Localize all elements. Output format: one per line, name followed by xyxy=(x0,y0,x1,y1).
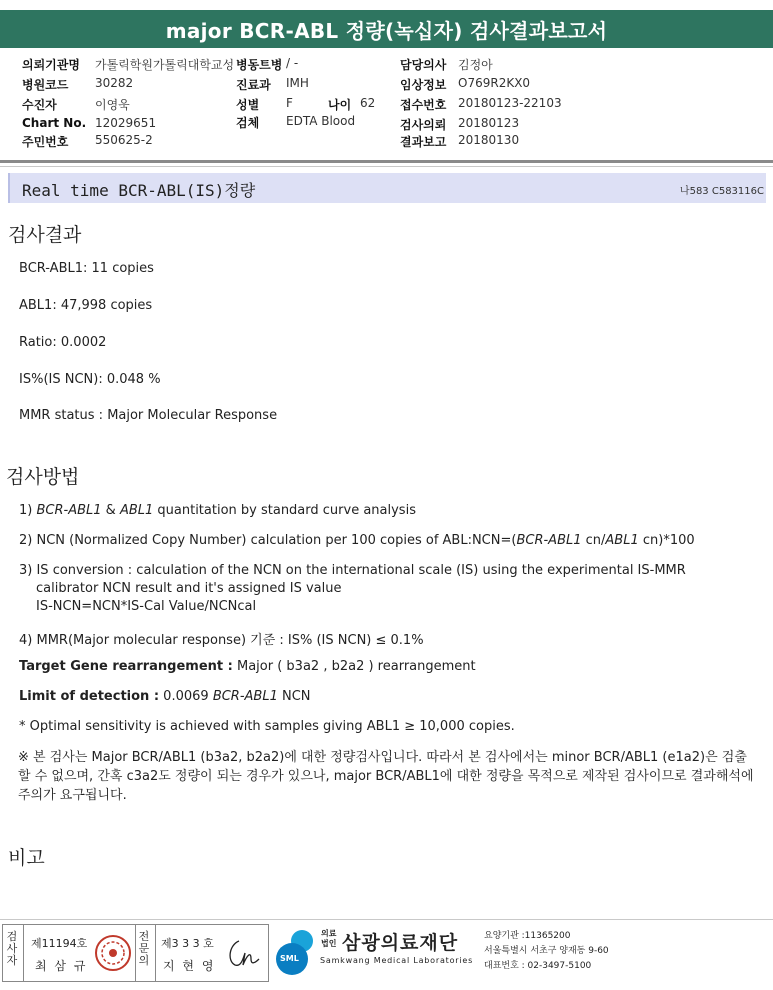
code-label: 병원코드 xyxy=(22,78,69,92)
header-divider xyxy=(0,160,773,163)
hospital-label: 의뢰기관명 xyxy=(22,58,80,72)
signature-icon xyxy=(225,935,263,971)
result-abl1: ABL1: 47,998 copies xyxy=(19,298,153,313)
org-phone: 대표번호 : 02-3497-5100 xyxy=(484,961,592,971)
result-is: IS%(IS NCN): 0.048 % xyxy=(19,372,161,387)
specialist-name: 지 현 영 xyxy=(163,959,216,973)
clinic-label: 임상정보 xyxy=(400,78,447,92)
limit-of-detection: Limit of detection : 0.0069 BCR-ABL1 NCN xyxy=(19,689,311,704)
signature-box xyxy=(2,924,269,982)
signature-divider xyxy=(155,925,156,981)
code-value: 30282 xyxy=(95,76,134,90)
ward-value: / - xyxy=(286,56,299,70)
chart-label: Chart No. xyxy=(22,116,87,130)
signature-divider xyxy=(23,925,24,981)
report-title: major BCR-ABL 정량(녹십자) 검사결과보고서 xyxy=(0,10,773,48)
method-3-line3: IS-NCN=NCN*IS-Cal Value/NCNcal xyxy=(36,599,257,614)
result-ratio: Ratio: 0.0002 xyxy=(19,335,107,350)
report-date-label: 결과보고 xyxy=(400,135,447,149)
sml-logo-icon xyxy=(272,925,320,977)
report-date-value: 20180130 xyxy=(458,133,520,147)
seal-icon xyxy=(93,933,133,973)
clinic-value: O769R2KX0 xyxy=(458,76,531,90)
signature-divider xyxy=(135,925,136,981)
sensitivity-note: * Optimal sensitivity is achieved with samples giving ABL1 ≥ 10,000 copies. xyxy=(19,719,515,734)
doctor-value: 김정아 xyxy=(458,58,493,72)
receipt-label: 접수번호 xyxy=(400,98,447,112)
chart-value: 12029651 xyxy=(95,116,157,130)
test-title: Real time BCR-ABL(IS)정량 xyxy=(22,181,256,200)
org-legal-line1: 의료 xyxy=(321,929,337,938)
org-legal-line2: 법인 xyxy=(321,939,337,948)
hospital-value: 가톨릭학원가톨릭대학교성 xyxy=(95,58,235,72)
results-heading: 검사결과 xyxy=(8,224,82,246)
tester-license: 제11194호 xyxy=(31,937,88,950)
org-name: 삼광의료재단 xyxy=(342,932,459,954)
method-heading: 검사방법 xyxy=(6,466,80,488)
sex-label: 성별 xyxy=(236,98,260,112)
request-value: 20180123 xyxy=(458,116,520,130)
id-label: 주민번호 xyxy=(22,135,69,149)
request-label: 검사의뢰 xyxy=(400,118,447,132)
org-address: 서울특별시 서초구 양재동 9-60 xyxy=(484,946,609,956)
age-label: 나이 xyxy=(328,98,352,112)
specialist-label: 전문의 xyxy=(138,930,150,967)
method-1: 1) BCR-ABL1 & ABL1 quantitation by standard curve analysis xyxy=(19,503,416,518)
sex-value: F xyxy=(286,96,293,110)
sml-logo-text: SML xyxy=(280,954,299,963)
result-bcr-abl1: BCR-ABL1: 11 copies xyxy=(19,261,154,276)
header-divider-thin xyxy=(0,166,773,167)
specialist-license: 제3 3 3 호 xyxy=(161,937,214,950)
dept-label: 진료과 xyxy=(236,78,271,92)
dept-value: IMH xyxy=(286,76,309,90)
receipt-value: 20180123-22103 xyxy=(458,96,562,110)
target-gene: Target Gene rearrangement : Major ( b3a2 , b2a2 ) rearrangement xyxy=(19,659,476,674)
caution-note: ※ 본 검사는 Major BCR/ABL1 (b3a2, b2a2)에 대한 정량검사입니다. 따라서 본 검사에서는 minor BCR/ABL1 (e1a2)은 검출할 수 없으며, 간혹 c3a2도 정량이 되는 경우가 있으나, major BCR/ABL1에 대한 정량을 목적으로 제작된 검사이므로 결과해석에 주의가 요구됩니다. xyxy=(18,750,754,803)
method-3-line2: calibrator NCN result and it's assigned IS value xyxy=(36,581,342,596)
tester-name: 최 삼 규 xyxy=(35,959,88,973)
method-3-line1: 3) IS conversion : calculation of the NCN on the international scale (IS) using the experimental IS-MMR xyxy=(19,563,686,578)
footer-divider xyxy=(0,919,773,920)
ward-label: 병동트병 xyxy=(236,58,283,72)
method-4: 4) MMR(Major molecular response) 기준 : IS% (IS NCN) ≤ 0.1% xyxy=(19,633,424,648)
method-2: 2) NCN (Normalized Copy Number) calculation per 100 copies of ABL:NCN=(BCR-ABL1 cn/ABL1 cn)*100 xyxy=(19,533,695,548)
specimen-label: 검체 xyxy=(236,116,260,130)
test-section-bar xyxy=(8,173,766,203)
org-english-name: Samkwang Medical Laboratories xyxy=(320,956,474,965)
result-mmr: MMR status : Major Molecular Response xyxy=(19,408,278,423)
remarks-heading: 비고 xyxy=(8,847,45,869)
age-value: 62 xyxy=(360,96,376,110)
id-value: 550625-2 xyxy=(95,133,153,147)
doctor-label: 담당의사 xyxy=(400,58,447,72)
org-code: 요양기관 :11365200 xyxy=(484,931,571,941)
test-code: 나583 C583116C xyxy=(679,186,764,197)
patient-value: 이영욱 xyxy=(95,98,130,112)
tester-label: 검사자 xyxy=(6,930,18,967)
patient-label: 수진자 xyxy=(22,98,57,112)
specimen-value: EDTA Blood xyxy=(286,114,356,128)
